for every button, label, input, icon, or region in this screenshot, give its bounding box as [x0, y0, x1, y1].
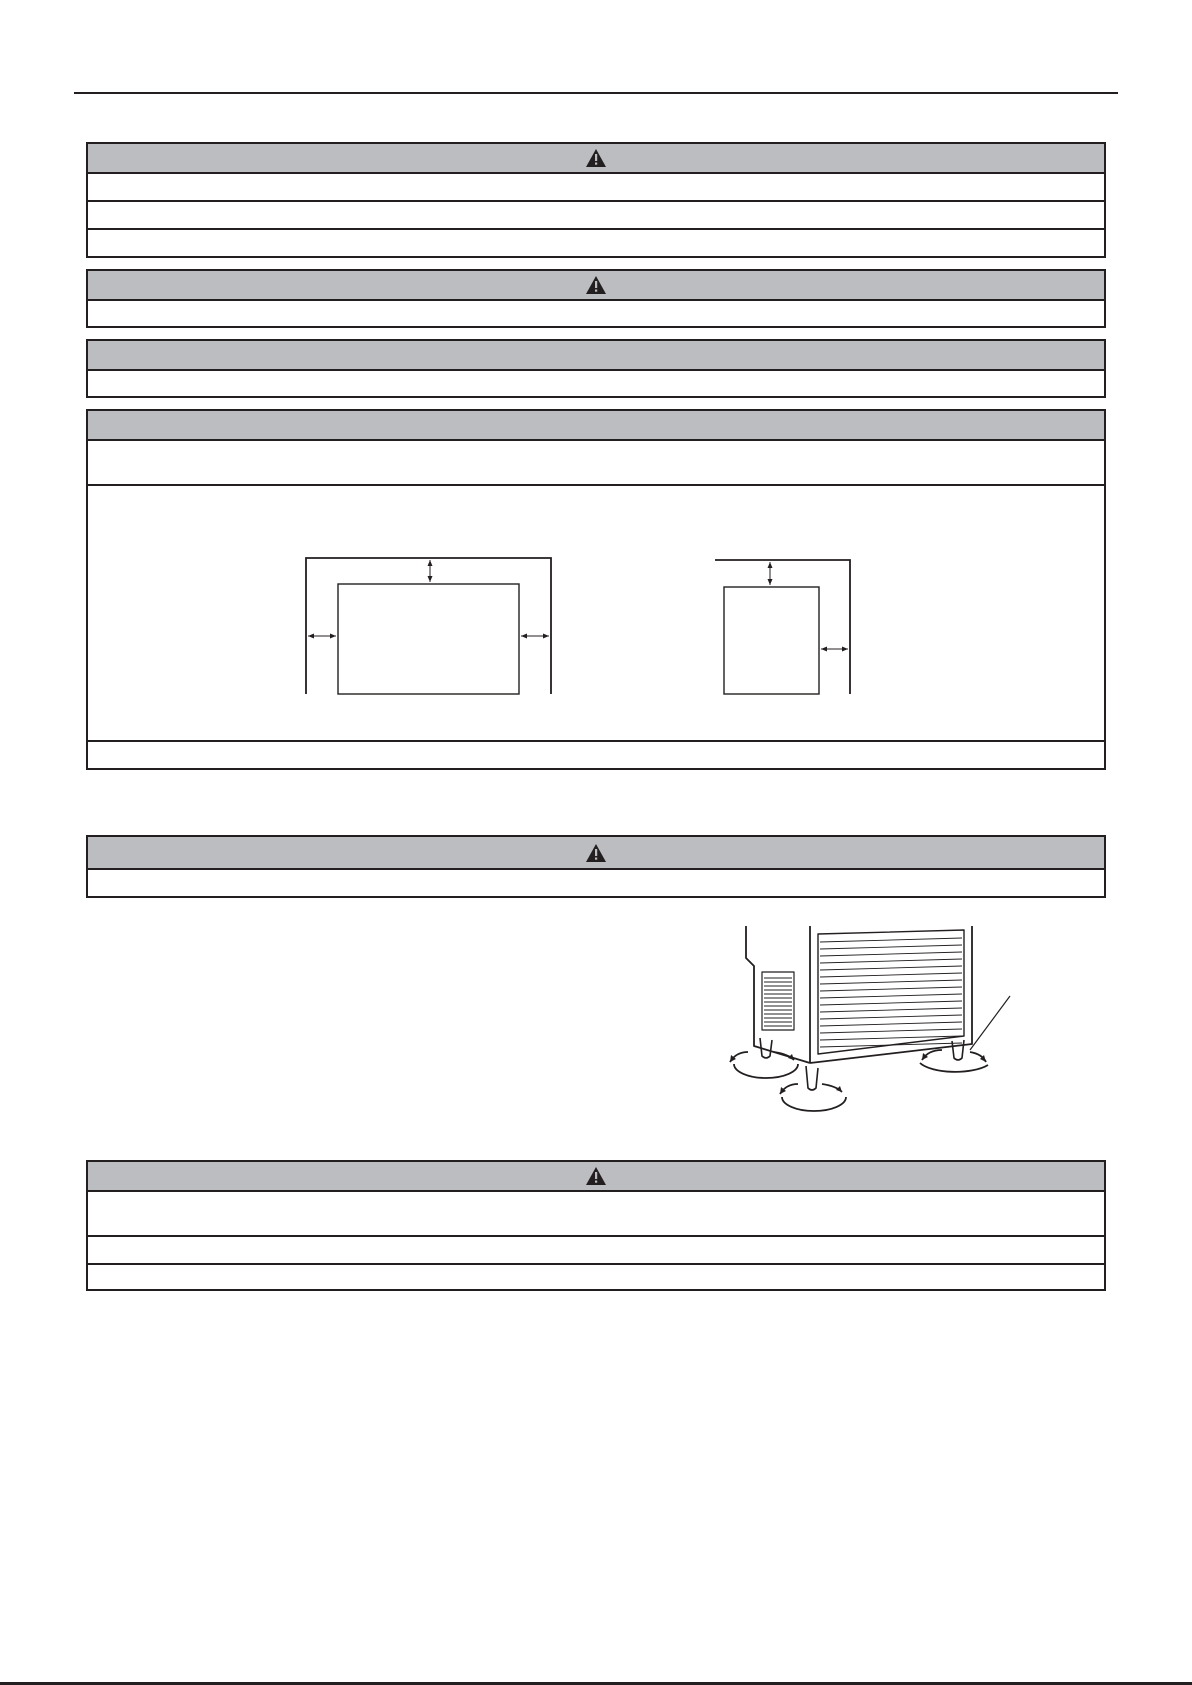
warning-box-1 [86, 142, 1106, 258]
warning-box-4-row-1 [88, 1192, 1104, 1237]
notice-box-2 [86, 409, 1106, 770]
clearance-diagram-side-view [715, 560, 850, 694]
clearance-diagram-front-view [306, 558, 551, 694]
notice-box-1-row-1 [88, 371, 1104, 396]
notice-box-2-row-1 [88, 441, 1104, 486]
warning-box-3 [86, 835, 1106, 898]
warning-box-1-row-3 [88, 230, 1104, 256]
warning-box-2 [86, 269, 1106, 328]
warning-triangle-icon [585, 843, 607, 863]
warning-box-4-header [88, 1162, 1104, 1192]
warning-box-2-row-1 [88, 301, 1104, 326]
warning-box-3-header [88, 837, 1104, 870]
warning-box-1-header [88, 144, 1104, 174]
warning-box-3-row-1 [88, 870, 1104, 896]
clearance-diagram-row [88, 486, 1104, 742]
warning-box-4-row-2 [88, 1237, 1104, 1265]
warning-triangle-icon [585, 1166, 607, 1186]
notice-box-2-row-3 [88, 742, 1104, 768]
clearance-diagram [88, 486, 1104, 740]
notice-box-1 [86, 339, 1106, 398]
warning-box-4 [86, 1160, 1106, 1291]
top-rule [74, 92, 1118, 94]
notice-box-2-header [88, 411, 1104, 441]
warning-box-1-row-2 [88, 202, 1104, 230]
notice-box-1-header [88, 341, 1104, 371]
warning-triangle-icon [585, 148, 607, 168]
warning-box-4-row-3 [88, 1265, 1104, 1289]
warning-triangle-icon [585, 275, 607, 295]
warning-box-1-row-1 [88, 174, 1104, 202]
adjustable-legs-illustration [700, 918, 1020, 1123]
warning-box-2-header [88, 271, 1104, 301]
